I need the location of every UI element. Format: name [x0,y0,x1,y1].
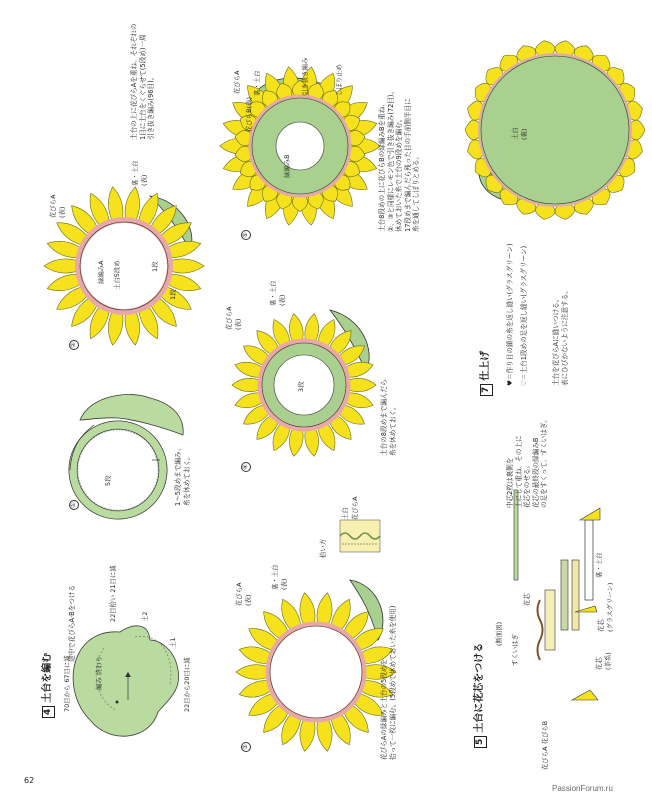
petal [348,378,376,391]
base-label-r2: 土2 [141,611,149,622]
petal [300,719,315,751]
petal [300,593,315,625]
core-right-label: 花芯 (グラスグリーン) [597,582,614,632]
base-diagram [73,626,179,736]
section4-title: 土台を編む [42,652,53,703]
step5-slip-label: 引き抜き編み [301,57,309,96]
step2-row-label: 土台5段め [113,260,121,290]
step2-caption: 土台の上に花びらAを重ね、それぞれの 1目に土台をくぐらせて(5段め)一周 引き抜き編み(96目)。 [130,23,156,140]
step1-ring [70,394,183,515]
base-ring [479,54,631,206]
step3-base-label: 裏・土台 (表) [271,564,288,590]
base-label-start: 70目から 67目に減 [63,655,71,712]
petal [236,665,268,680]
step4-caption: 土台の8段めまで編んだら 糸を休めておく。 [380,379,397,456]
section4-header [38,653,55,718]
step1-caption: 1～5段めまで編み、 糸を休めておく。 [174,444,191,506]
step5-base-label: 裏・土台 [253,70,261,96]
petal [289,314,303,342]
petal [289,428,303,456]
step5-petalB-label: 花びらB(表) [245,97,253,132]
watermark-text: PassionForum.ru [552,784,613,793]
page-number: 62 [24,776,35,785]
petal [167,241,201,257]
step3-petal2-label: 花びらA [351,496,359,520]
petal [167,274,201,290]
step2-petal-label: 花びらA (表) [49,194,66,218]
step5-tie-label: しぼり止め [335,64,343,96]
section5-base-label: 裏・土台 [595,552,603,578]
step4-petal-label: 花びらA (表) [225,306,242,330]
section5-title: 土台に花芯をつける [474,642,485,733]
section4-number: 4 [42,706,55,718]
step6-base-label: 土台 (裏) [511,127,528,140]
step5-cord-label: 緑編みB [283,154,291,178]
step3-caption: 花びらAの緑編みと土台の5段めを 拾って一枚に編む。(5段めで休めておいた糸を使用) [380,605,397,760]
step2-number: ② [60,340,79,350]
section7-caption: 土台を花びらAに縫いつける。 表にひびかないように注意する。 [552,287,569,386]
petal [47,241,81,257]
step1-row-label: 5段 [104,475,112,486]
petal [317,719,332,751]
section5-number: 5 [474,736,487,748]
section7-header [476,351,493,396]
step3-petal-label: 花びらA (表) [235,582,252,606]
step4-base-label: 裏・土台 (表) [269,280,286,306]
petal [108,187,123,221]
petal [125,311,140,345]
step2-r1-label: 1段 [151,261,159,272]
finish-item-1: ♥＝作り目の鎖の糸を返し縫い(グラスグリーン) [506,243,514,386]
section7-title: 仕上げ [480,350,491,381]
section5-header [470,643,487,748]
core-top-label: 花芯 [523,593,531,606]
petal [239,681,271,698]
step4-row-label: 3段 [297,381,305,392]
cross-section-title: (断面図) [495,621,503,646]
petal [44,259,78,273]
base-label-end: 22目拾い 21目に減 [109,565,117,622]
petal [631,120,645,140]
step2-cord-label: 緑編みA [97,260,105,284]
section4-subtitle: 途中で花びらA·Bをつける [68,584,76,662]
stitch-diagram [340,520,380,552]
step5-caption: 土台8段めの上に花びらBの緑編みBを重ね、 ②、③と同様にレモン色で引き抜き編み(72目)。 休めておいた糸で土台の9段めを編む。 17段めまで編んだら残った目の手前側半目に 糸を通してしぼりとめる。 [378,87,421,232]
flower-step6 [465,41,645,220]
base-label-range: 22目から20目に減 [183,657,191,712]
petal [239,647,271,664]
step3-pick-label: 拾い方 [319,538,327,558]
step5-number: ⑤ [232,230,251,240]
petal [47,274,81,290]
petal [108,311,123,345]
step1-number: ① [60,500,79,510]
step5-petal-label: 花びらA [233,70,241,94]
running-stitch-label: すくいはぎ [511,634,519,666]
step2-base-label: 裏・土台 (表) [131,160,148,186]
petal [125,187,140,221]
core-left-label: 花芯 (茶系) [595,652,612,670]
base-label-r1: 土1 [169,637,177,648]
petal [305,428,319,456]
petal [170,259,204,273]
base-label-work: 編み 終わり [95,656,103,690]
petal [232,378,260,391]
petal [305,314,319,342]
flower-step2 [44,187,204,345]
section7-number: 7 [480,384,493,396]
flower-step3 [236,580,396,751]
base-ring [268,624,364,720]
step2-r2-label: 1段 [169,289,177,300]
petal [317,593,332,625]
step3-base2-label: 土台 [341,507,349,520]
petals-label: 花びらA 花びらB [541,720,549,770]
section5-caption: 中芯2枚は裏側を 上にして重ね、その上に 花芯をのせる。 花芯の最終段の緑編みB の足をすくって、すくいはぎ。 [506,416,549,508]
step4-number: ④ [232,462,251,472]
finish-item-2: ♡＝土台1段めの足を返し縫い(グラスグリーン) [520,245,528,386]
petal [465,120,479,140]
step3-number: ③ [232,742,251,752]
